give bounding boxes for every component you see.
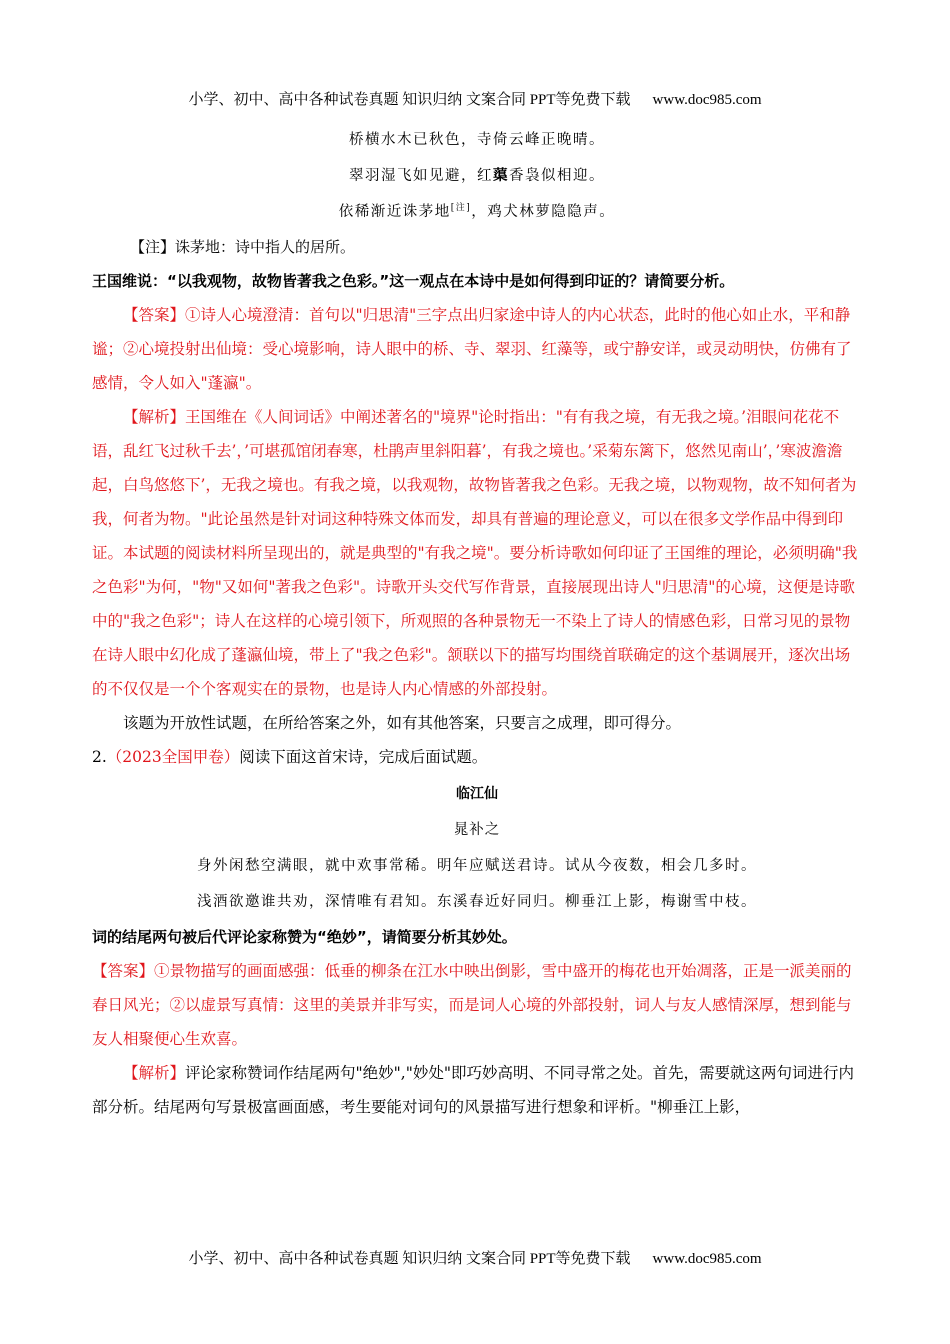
poem1-line-2-part-b: 香袅似相迎。 (509, 168, 605, 184)
explanation-2-text: 评论家称赞词作结尾两句"绝妙","妙处"即巧妙高明、不同寻常之处。首先，需要就这两句词进行内部分析。结尾两句写景极富画面感，考生要能对词句的风景描写进行想象和评析。"柳垂江上影， (92, 1064, 854, 1116)
header-url[interactable]: www.doc985.com (652, 92, 762, 108)
answer-1-text: ①诗人心境澄清：首句以"归思清"三字点出归家途中诗人的内心状态，此时的他心如止水，平和静谧；②心境投射出仙境：受心境影响，诗人眼中的桥、寺、翠羽、红藻等，或宁静安详，或灵动明快，仿佛有了感情，令人如入"蓬瀛"。 (92, 306, 852, 392)
question-2: 词的结尾两句被后代评论家称赞为“绝妙”，请简要分析其妙处。 (92, 928, 517, 946)
explanation-2-tag: 【解析】 (123, 1064, 186, 1082)
page-footer (0, 1247, 950, 1268)
item-2-source: （2023全国甲卷） (106, 748, 240, 766)
answer-2 (92, 954, 862, 1056)
item-2-instruction: 阅读下面这首宋诗，完成后面试题。 (239, 748, 488, 766)
footer-text: 小学、初中、高中各种试卷真题 知识归纳 文案合同 PPT等免费下载 (188, 1251, 631, 1267)
explanation-1 (92, 400, 862, 706)
page-header (0, 88, 950, 109)
item-2-heading (92, 740, 862, 774)
answer-1-tag: 【答案】 (123, 306, 186, 324)
poem2-title: 临江仙 (456, 786, 498, 802)
poem1-line-3-part-b: ，鸡犬林萝隐隐声。 (471, 204, 616, 220)
item-2-number: 2. (92, 748, 107, 766)
poem1-line-2 (92, 158, 862, 194)
explanation-1-tag: 【解析】 (123, 408, 186, 426)
poem1-line-3 (92, 194, 862, 230)
poem1-bold-char: 蕖 (493, 167, 509, 184)
poem2-author: 晁补之 (453, 822, 501, 838)
header-text: 小学、初中、高中各种试卷真题 知识归纳 文案合同 PPT等免费下载 (188, 92, 631, 108)
poem2-line-1: 身外闲愁空满眼，就中欢事常稀。明年应赋送君诗。试从今夜数，相会几多时。 (197, 858, 757, 874)
poem1-line-2-part-a: 翠羽湿飞如见避，红 (349, 168, 493, 184)
open-question-note: 该题为开放性试题，在所给答案之外，如有其他答案，只要言之成理，即可得分。 (123, 714, 682, 732)
answer-1 (92, 298, 862, 400)
question-1: 王国维说：“以我观物，故物皆著我之色彩。”这一观点在本诗中是如何得到印证的？请简要分析。 (92, 272, 735, 290)
explanation-1-text: 王国维在《人间词话》中阐述著名的"境界"论时指出："有有我之境，有无我之境。’泪眼问花花不语，乱红飞过秋千去’，’可堪孤馆闭春寒，杜鹃声里斜阳暮’，有我之境也。’采菊东篱下，悠然见南山’，’寒波澹澹起，白鸟悠悠下’，无我之境也。有我之境，以我观物，故物皆著我之色彩。无我之境，以物观物，故不知何者为我，何者为物。"此论虽然是针对词这种特殊文体而发，却具有普遍的理论意义，可以在很多文学作品中得到印证。本试题的阅读材料所呈现出的，就是典型的"有我之境"。要分析诗歌如何印证了王国维的理论，必须明确"我之色彩"为何，"物"又如何"著我之色彩"。诗歌开头交代写作背景，直接展现出诗人"归思清"的心境，这便是诗歌中的"我之色彩"；诗人在这样的心境引领下，所观照的各种景物无一不染上了诗人的情感色彩，日常习见的景物在诗人眼中幻化成了蓬瀛仙境，带上了"我之色彩"。颔联以下的描写均围绕首联确定的这个基调展开，逐次出场的不仅仅是一个个客观实在的景物，也是诗人内心情感的外部投射。 (92, 408, 858, 698)
poem1-line-1: 桥横水木已秋色，寺倚云峰正晚晴。 (349, 132, 605, 148)
document-body (92, 122, 862, 1124)
explanation-2 (92, 1056, 862, 1124)
note-marker: [注] (450, 203, 472, 214)
poem2-line-2: 浅酒欲邀谁共劝，深情唯有君知。东溪春近好同归。柳垂江上影，梅谢雪中枝。 (197, 894, 757, 910)
answer-2-tag: 【答案】 (92, 962, 155, 980)
poem1-note: 【注】诛茅地：诗中指人的居所。 (130, 238, 356, 256)
answer-2-text: ①景物描写的画面感强：低垂的柳条在江水中映出倒影，雪中盛开的梅花也开始凋落，正是一派美丽的春日风光；②以虚景写真情：这里的美景并非写实，而是词人心境的外部投射，词人与友人感情深厚，想到能与友人相聚便心生欢喜。 (92, 962, 852, 1048)
poem1-line-3-part-a: 依稀渐近诛茅地 (338, 204, 451, 220)
footer-url[interactable]: www.doc985.com (652, 1251, 762, 1267)
